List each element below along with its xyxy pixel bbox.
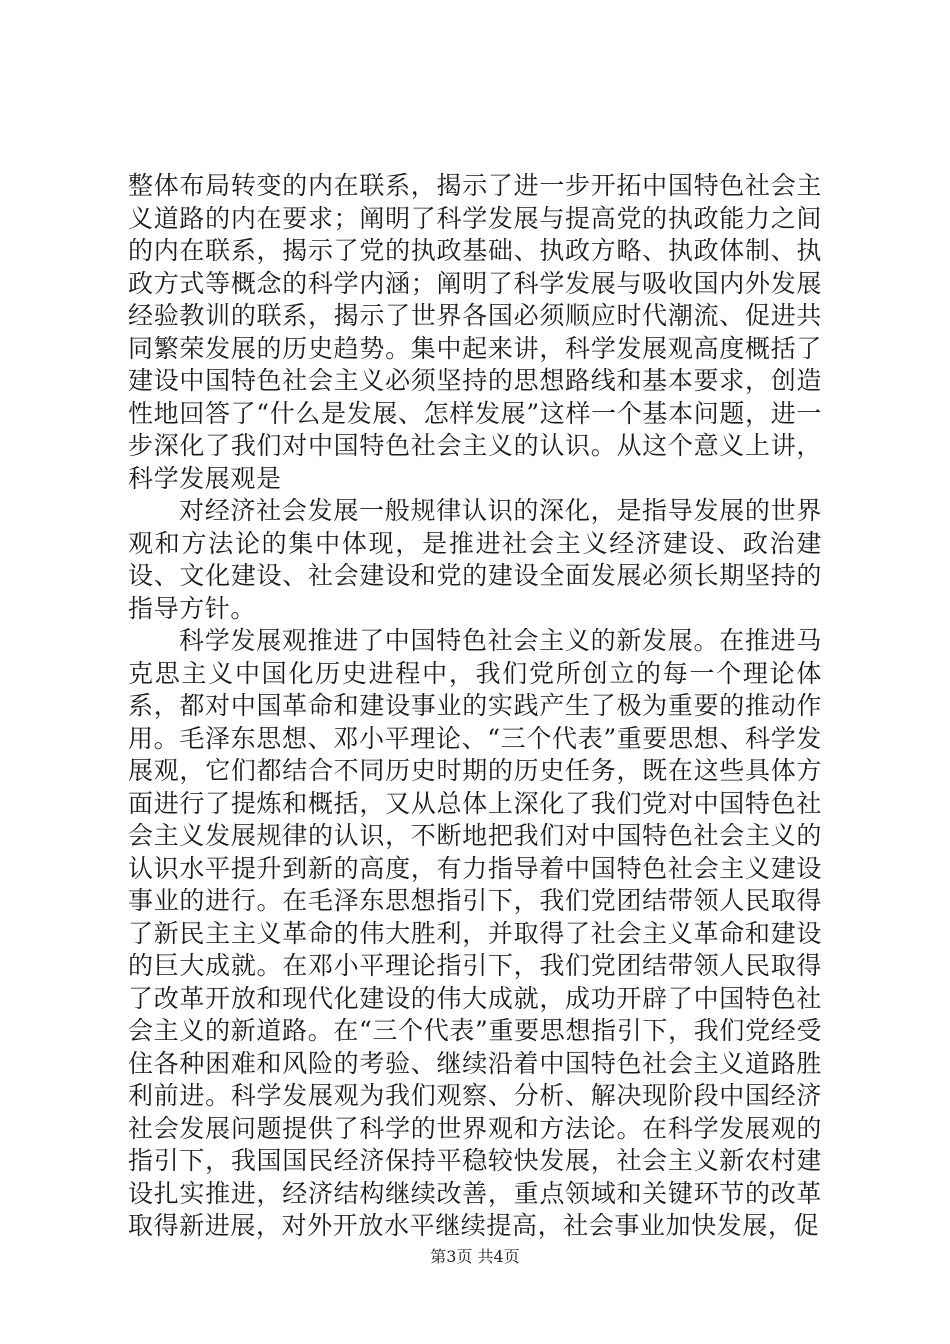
document-body xyxy=(128,170,822,1243)
paragraph-3: 科学发展观推进了中国特色社会主义的新发展。在推进马克思主义中国化历史进程中，我们党所创立的每一个理论体系，都对中国革命和建设事业的实践产生了极为重要的推动作用。毛泽东思想、邓小平理论、“三个代表”重要思想、科学发展观，它们都结合不同历史时期的历史任务，既在这些具体方面进行了提炼和概括，又从总体上深化了我们党对中国特色社会主义发展规律的认识，不断地把我们对中国特色社会主义的认识水平提升到新的高度，有力指导着中国特色社会主义建设事业的进行。在毛泽东思想指引下，我们党团结带领人民取得了新民主主义革命的伟大胜利，并取得了社会主义革命和建设的巨大成就。在邓小平理论指引下，我们党团结带领人民取得了改革开放和现代化建设的伟大成就，成功开辟了中国特色社会主义的新道路。在“三个代表”重要思想指引下，我们党经受住各种困难和风险的考验、继续沿着中国特色社会主义道路胜利前进。科学发展观为我们观察、分析、解决现阶段中国经济社会发展问题提供了科学的世界观和方法论。在科学发展观的指引下，我国国民经济保持平稳较快发展，社会主义新农村建设扎实推进，经济结构继续改善，重点领域和关键环节的改革取得新进展，对外开放水平继续提高，社会事业加快发展，促 xyxy=(128,626,822,1240)
paragraph-1: 整体布局转变的内在联系，揭示了进一步开拓中国特色社会主义道路的内在要求；阐明了科学发展与提高党的执政能力之间的内在联系，揭示了党的执政基础、执政方略、执政体制、执政方式等概念的科学内涵；阐明了科学发展与吸收国内外发展经验教训的联系，揭示了世界各国必须顺应时代潮流、促进共同繁荣发展的历史趋势。集中起来讲，科学发展观高度概括了建设中国特色社会主义必须坚持的思想路线和基本要求，创造性地回答了“什么是发展、怎样发展”这样一个基本问题，进一步深化了我们对中国特色社会主义的认识。从这个意义上讲，科学发展观是 xyxy=(128,171,822,493)
paragraph-2: 对经济社会发展一般规律认识的深化，是指导发展的世界观和方法论的集中体现，是推进社会主义经济建设、政治建设、文化建设、社会建设和党的建设全面发展必须长期坚持的指导方针。 xyxy=(128,496,822,623)
page-footer: 第3页 共4页 xyxy=(430,1247,520,1266)
